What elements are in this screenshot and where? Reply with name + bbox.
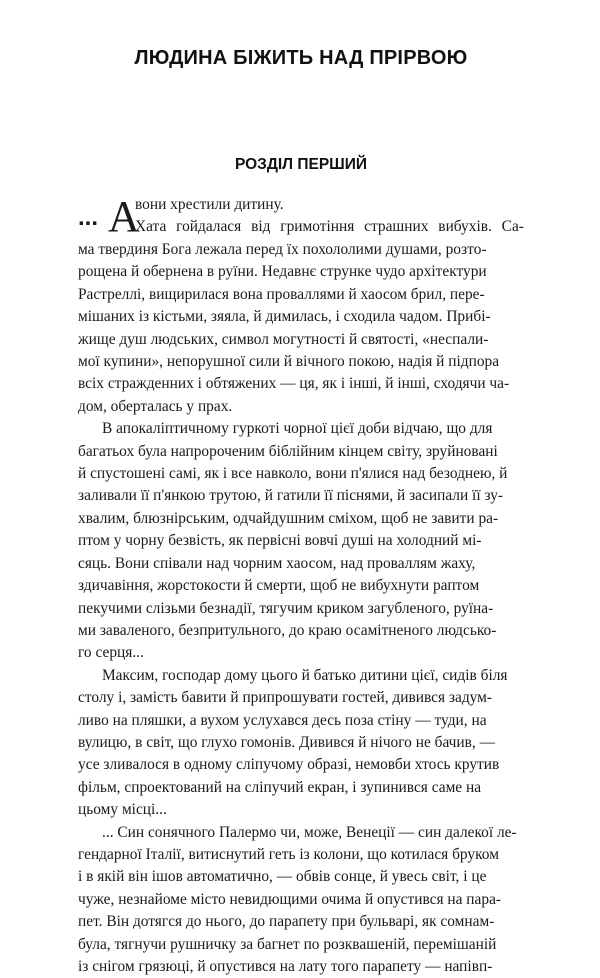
text-line: ... Син сонячного Палермо чи, може, Венеції — син далекої ле- xyxy=(102,823,517,841)
text-line: ма твердиня Бога лежала перед їх похололими душами, розтo- xyxy=(78,241,487,258)
text-line: В апокаліптичному гуркоті чорної цієї доби відчаю, що для xyxy=(102,420,493,438)
text-line: Максим, господар дому цього й батько дитини цієї, сидів біля xyxy=(102,666,508,684)
chapter-body xyxy=(78,194,524,978)
text-line: чуже, незнайоме місто невидющими очима й опустився на пара- xyxy=(78,890,502,908)
text-line: всіх стражденних і обтяжених — ця, як і інші, й інші, сходячи ча- xyxy=(78,375,510,393)
text-line: й спустошені самі, як і все навколо, вони п'ялися над безоднею, й xyxy=(78,465,508,483)
chapter-title: РОЗДІЛ ПЕРШИЙ xyxy=(234,156,368,173)
text-line: із снігом грязюці, й опустився на лату того парапету — напівп- xyxy=(78,958,493,975)
text-line: здичавіння, жорстокости й смерти, щоб не вибухнути раптом xyxy=(78,577,480,595)
text-lines xyxy=(78,239,524,978)
text-line: вони хрестили дитину. xyxy=(135,196,284,213)
text-line: столу і, замість бавити й припрошувати гостей, дивився задум- xyxy=(78,689,493,707)
text-line: рощена й обернена в руїни. Недавнє стрункe чудо архітектури xyxy=(78,263,487,281)
text-line: цьому місці... xyxy=(78,801,167,819)
text-line: гендарної Італії, витиснутий геть із колони, що котилася бруком xyxy=(78,845,499,863)
text-line: пекучими слізьми безнадії, тягучим криком загубленого, руїна- xyxy=(78,599,494,617)
text-line: вулицю, в світ, що глухо гомонів. Дивився й нічого не бачив, — xyxy=(78,733,496,751)
text-line: багатьох була напророченим біблійним кінцем світу, зруйновані xyxy=(78,442,498,460)
text-line: жище душ людських, символ могутності й святості, «неспали- xyxy=(78,330,489,348)
dropcap-ellipsis: ... xyxy=(78,204,99,231)
book-title: ЛЮДИНА БІЖИТЬ НАД ПРІРВОЮ xyxy=(134,47,468,69)
text-line: го серця... xyxy=(78,644,144,662)
text-line: Растреллі, вищирилася вона проваллями й хаосом брил, пере- xyxy=(78,285,485,303)
text-line: мішаних із кістьми, зяяла, й димилась, і сходила чадом. Прибі- xyxy=(78,308,491,326)
text-line: заливали її п'янкою трутою, й гатили її піснями, й засипали її зу- xyxy=(78,487,504,505)
text-line: Хата гойдалася від гримотіння страшних вибухів. Са- xyxy=(135,218,524,236)
text-line: була, тягнучи рушничку за багнет по розквашеній, перемішаній xyxy=(78,935,497,953)
dropcap-letter: А xyxy=(108,192,140,241)
text-line: і в якій він ішов автоматично, — обвів сонце, й увесь світ, і це xyxy=(78,868,487,886)
text-line: птом у чорну безвість, як первісні вовчі душі на холодний мі- xyxy=(78,532,482,550)
text-line: усе зливалося в одному сліпучому образі, немовби хтось крутив xyxy=(78,756,500,774)
text-line: фільм, спроектований на сліпучий екран, і зупинився саме на xyxy=(78,778,482,796)
text-line: ми заваленого, безпритульного, до краю осамітненого людсько- xyxy=(78,621,497,639)
text-line: сяць. Вони співали над чорним хаосом, над проваллям жаху, xyxy=(78,554,476,572)
text-line: дом, оберталась у прах. xyxy=(78,397,233,415)
opening-paragraph-start xyxy=(78,194,524,239)
text-line: пет. Він дотягся до нього, до парапету при бульварі, як сомнам- xyxy=(78,913,495,931)
text-line: хвалим, блюзнірським, одчайдушним сміхом, щоб не завити ра- xyxy=(78,509,499,527)
text-line: мої купини», непорушної сили й вічного покою, надія й підпора xyxy=(78,353,500,371)
text-line: ливо на пляшки, а вухом услухався десь поза стіну — туди, на xyxy=(78,711,487,729)
